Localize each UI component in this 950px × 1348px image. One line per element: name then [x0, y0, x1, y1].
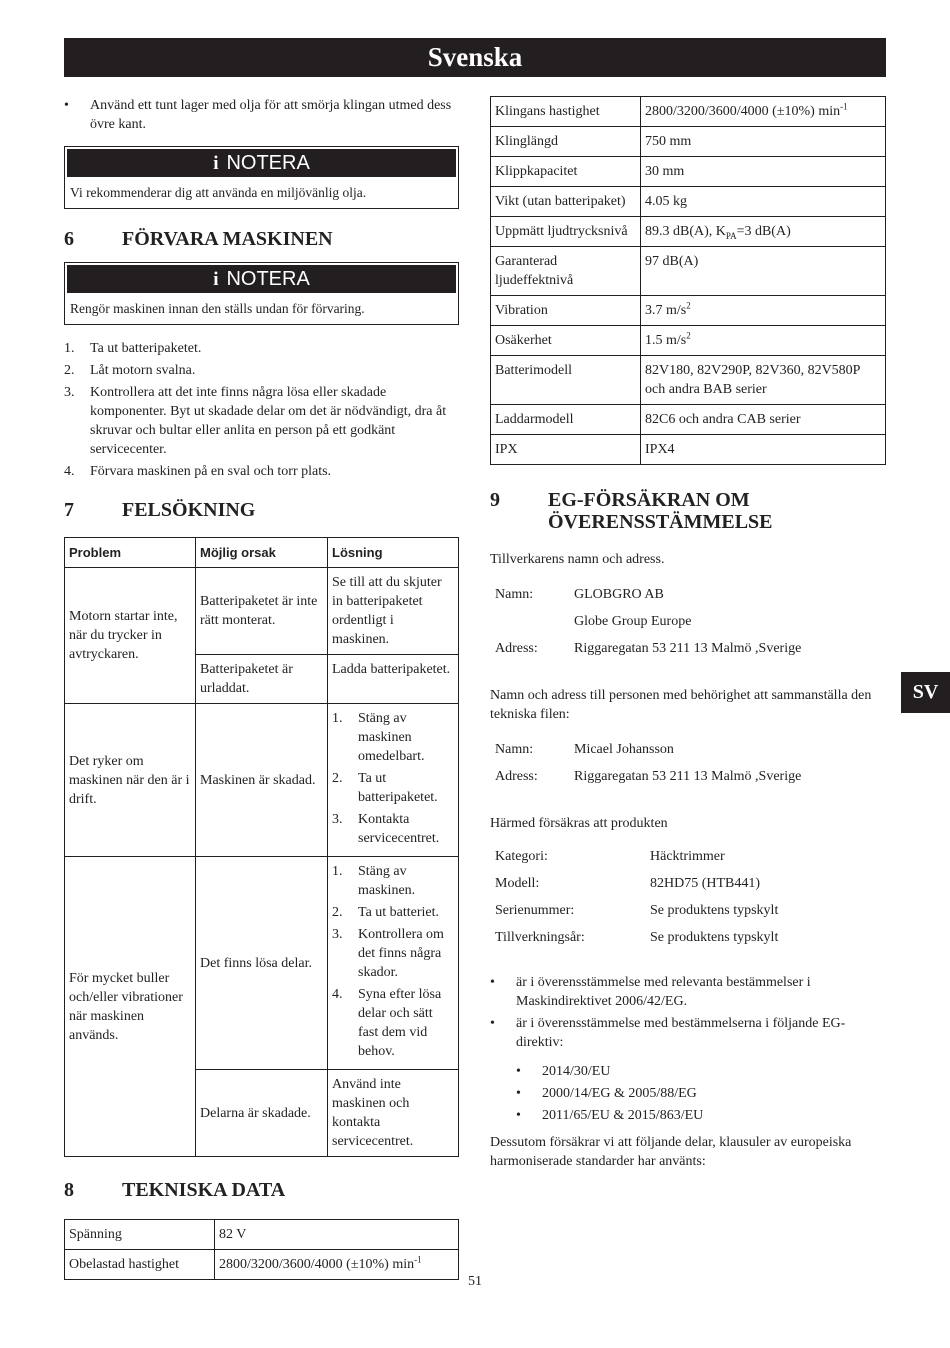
troubleshooting-table [64, 537, 459, 1157]
product-intro: Härmed försäkras att produkten [490, 816, 668, 831]
table-row: Uppmätt ljudtrycksnivå 89.3 dB(A), $K_{PA}=3$ dB(A) [491, 217, 886, 247]
table-header-row: Problem Möjlig orsak Lösning [65, 538, 459, 568]
closing-text: Dessutom försäkrar vi att följande delar, klausuler av europeiska harmoniserade standarder har använts: [490, 1135, 852, 1169]
note-text: Vi rekommenderar dig att använda en miljövänlig olja. [70, 185, 367, 200]
table-row: För mycket buller och/eller vibrationer när maskinen används. Det finns lösa delar. 1. Stäng av maskinen. 2. Ta ut batteriet. 3. Kontrollera om det finns några skador. 4. Syna efter lösa delar och sätt fast dem vid behov. [65, 857, 459, 1070]
section-heading: 9 EG-FÖRSÄKRAN OM ÖVERENSSTÄMMELSE [490, 489, 773, 533]
table-row: Delarna är skadade. Använd inte maskinen och kontakta servicecentret. [65, 1070, 459, 1157]
list-item: • 2014/30/EU [516, 1062, 886, 1081]
table-row: Osäkerhet 1.5 $m/s^2$ [491, 326, 886, 356]
table-row: Kategori: Häcktrimmer [495, 849, 725, 864]
list-item: • 2000/14/EG & 2005/88/EG [516, 1084, 886, 1103]
table-row: Modell: 82HD75 (HTB441) [495, 876, 761, 891]
table-row: Vikt (utan batteripaket) 4.05 kg [491, 187, 886, 217]
manufacturer-intro: Tillverkarens namn och adress. [490, 552, 665, 567]
list-item: • är i överensstämmelse med relevanta bestämmelser i Maskindirektivet 2006/42/EG. [490, 973, 886, 1011]
table-row: Batterimodell 82V180, 82V290P, 82V360, 82V580P och andra BAB serier [491, 356, 886, 405]
table-row: Garanterad ljudeffektnivå 97 dB(A) [491, 247, 886, 296]
tech-data-table-right [490, 96, 886, 465]
list-item: • är i överensstämmelse med bestämmelserna i följande EG-direktiv: [490, 1014, 886, 1052]
person-table [490, 736, 886, 790]
note-label: NOTERA [226, 152, 310, 174]
left-column [64, 96, 459, 1280]
table-row: Tillverkningsår: Se produktens typskylt [495, 930, 779, 945]
table-row: Adress: Riggaregatan 53 211 13 Malmö ,Sverige [495, 769, 802, 784]
note-header [65, 147, 458, 177]
table-row: Klingans hastighet 2800/3200/3600/4000 (±10%) $\min^{-1}$ [491, 97, 886, 127]
right-column [490, 96, 886, 1171]
table-row: Namn: GLOBGRO AB [495, 587, 664, 602]
page-title: Svenska [427, 42, 523, 72]
table-row: Klippkapacitet 30 mm [491, 157, 886, 187]
note-header [65, 263, 458, 293]
table-row: Globe Group Europe [574, 614, 692, 629]
note-text: Rengör maskinen innan den ställs undan för förvaring. [70, 301, 365, 316]
table-row: Obelastad hastighet 2800/3200/3600/4000 (±10%) $\min^{-1}$ [65, 1250, 459, 1280]
manufacturer-table [490, 581, 886, 662]
info-icon: i [213, 269, 219, 290]
list-item: 3. Kontrollera att det inte finns några lösa eller skadade komponenter. Byt ut skadade delar om det är nödvändigt, dra åt skruvar och bultar eller anlita en person på ett godkänt servicecenter. [64, 385, 447, 457]
note-box [64, 146, 459, 209]
list-item: 2. Låt motorn svalna. [64, 363, 196, 378]
product-table [490, 843, 886, 951]
table-row: Batteripaketet är urladdat. Ladda batteripaketet. [65, 655, 459, 704]
language-tab: SV [901, 672, 950, 713]
table-row: Serienummer: Se produktens typskylt [495, 903, 779, 918]
page-header [64, 38, 886, 77]
person-intro: Namn och adress till personen med behörighet att sammanställa den tekniska filen: [490, 688, 872, 722]
list-item: • 2011/65/EU & 2015/863/EU [516, 1106, 886, 1125]
tech-data-table-left [64, 1219, 459, 1280]
section-heading: 6 FÖRVARA MASKINEN [64, 228, 333, 250]
info-icon: i [213, 153, 219, 174]
section-heading: 7 FELSÖKNING [64, 499, 256, 521]
page-number: 51 [468, 1274, 482, 1289]
intro-bullet: • Använd ett tunt lager med olja för att smörja klingan utmed dess övre kant. [64, 96, 459, 134]
table-row: Klinglängd 750 mm [491, 127, 886, 157]
list-item: 4. Förvara maskinen på en sval och torr plats. [64, 464, 332, 479]
table-row: Spänning 82 V [65, 1220, 459, 1250]
table-row: Det ryker om maskinen när den är i drift. Maskinen är skadad. 1. Stäng av maskinen omedelbart. 2. Ta ut batteripaketet. 3. Kontakta servicecentret. [65, 704, 459, 857]
section-heading: 8 TEKNISKA DATA [64, 1179, 286, 1201]
table-row: Motorn startar inte, när du trycker in avtryckaren. Batteripaketet är inte rätt monterat. Se till att du skjuter in batteripaketet ordentligt i maskinen. [65, 568, 459, 655]
list-item: 1. Ta ut batteripaketet. [64, 341, 202, 356]
table-row: IPX IPX4 [491, 435, 886, 465]
table-row: Vibration 3.7 $m/s^2$ [491, 296, 886, 326]
note-label: NOTERA [226, 268, 310, 290]
note-box [64, 262, 459, 325]
storage-steps [64, 339, 459, 481]
table-row: Laddarmodell 82C6 och andra CAB serier [491, 405, 886, 435]
table-row: Namn: Micael Johansson [495, 742, 674, 757]
table-row: Adress: Riggaregatan 53 211 13 Malmö ,Sverige [495, 641, 802, 656]
